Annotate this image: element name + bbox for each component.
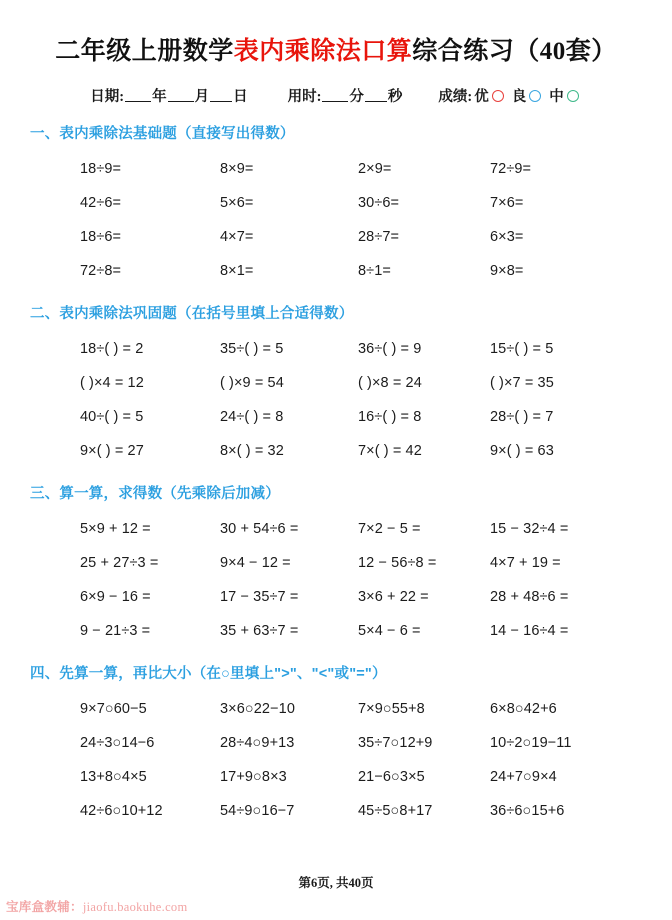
exercise-cell[interactable]: 24÷3○14−6 (80, 735, 155, 752)
exercise-cell[interactable]: 5×9 + 12 = (80, 521, 151, 538)
exercise-row (80, 692, 660, 726)
time-second-blank[interactable] (365, 89, 387, 102)
circle-icon-excellent[interactable] (492, 90, 504, 102)
exercise-cell[interactable]: 15÷( ) = 5 (490, 341, 554, 358)
watermark-label: 宝库盒教辅： (6, 900, 83, 914)
exercise-cell[interactable]: 5×4 − 6 = (358, 623, 421, 640)
time-label: 用时: (287, 89, 322, 106)
exercise-cell[interactable]: 28÷( ) = 7 (490, 409, 554, 426)
watermark (6, 897, 188, 915)
exercise-cell[interactable]: 6×9 − 16 = (80, 589, 151, 606)
exercise-row (80, 332, 660, 366)
exercise-cell[interactable]: 9×( ) = 27 (80, 443, 144, 460)
exercise-cell[interactable]: 17 − 35÷7 = (220, 589, 299, 606)
grade-options (472, 85, 582, 106)
exercise-cell[interactable]: 36÷6○15+6 (490, 803, 565, 820)
exercise-cell[interactable]: 54÷9○16−7 (220, 803, 295, 820)
section-4 (0, 662, 672, 828)
section-3 (0, 482, 672, 648)
exercise-cell[interactable]: 5×6= (220, 195, 254, 212)
exercise-row (80, 254, 660, 288)
exercise-cell[interactable]: ( )×9 = 54 (220, 375, 284, 392)
exercise-row (80, 512, 660, 546)
title-segment-suffix: 综合练习（40套） (412, 38, 617, 65)
exercise-cell[interactable]: 42÷6= (80, 195, 122, 212)
time-minute-unit: 分 (349, 89, 364, 106)
grade-option-excellent[interactable] (474, 85, 507, 106)
exercise-row (80, 760, 660, 794)
title-segment-highlight: 表内乘除法口算 (233, 38, 413, 65)
exercise-cell[interactable]: 8×1= (220, 263, 254, 280)
section-1-grid (0, 152, 672, 288)
exercise-row (80, 726, 660, 760)
exercise-cell[interactable]: 3×6○22−10 (220, 701, 295, 718)
circle-icon-average[interactable] (567, 90, 579, 102)
section-4-grid (0, 692, 672, 828)
watermark-url: jiaofu.baokuhe.com (82, 900, 188, 914)
exercise-row (80, 186, 660, 220)
exercise-cell[interactable]: 13+8○4×5 (80, 769, 147, 786)
exercise-cell[interactable]: 6×3= (490, 229, 524, 246)
info-line (0, 85, 672, 106)
exercise-cell[interactable]: 24÷( ) = 8 (220, 409, 284, 426)
date-month-unit: 月 (194, 89, 210, 106)
page-footer: 第6页, 共40页 (298, 876, 374, 890)
grade-option-average[interactable] (549, 85, 582, 106)
exercise-cell[interactable]: 42÷6○10+12 (80, 803, 163, 820)
date-month-blank[interactable] (168, 89, 194, 102)
section-2-heading: 二、表内乘除法巩固题（在括号里填上合适得数） (30, 306, 354, 323)
exercise-cell[interactable]: 16÷( ) = 8 (358, 409, 422, 426)
exercise-cell[interactable]: 24+7○9×4 (490, 769, 557, 786)
date-year-unit: 年 (152, 89, 167, 106)
exercise-cell[interactable]: 6×8○42+6 (490, 701, 557, 718)
section-2-grid (0, 332, 672, 468)
exercise-row (80, 220, 660, 254)
date-day-unit: 日 (233, 89, 248, 106)
exercise-cell[interactable]: 35÷( ) = 5 (220, 341, 284, 358)
exercise-cell[interactable]: 9×8= (490, 263, 524, 280)
exercise-cell[interactable]: 4×7 + 19 = (490, 555, 561, 572)
exercise-row (80, 434, 660, 468)
date-group (90, 85, 247, 106)
exercise-cell[interactable]: 18÷9= (80, 161, 122, 178)
exercise-row (80, 152, 660, 186)
exercise-cell[interactable]: 72÷8= (80, 263, 122, 280)
exercise-cell[interactable]: 10÷2○19−11 (490, 735, 572, 752)
exercise-cell[interactable]: 40÷( ) = 5 (80, 409, 144, 426)
section-1 (0, 122, 672, 288)
exercise-cell[interactable]: 9×7○60−5 (80, 701, 147, 718)
exercise-cell[interactable]: ( )×8 = 24 (358, 375, 422, 392)
section-2 (0, 302, 672, 468)
exercise-cell[interactable]: 9×( ) = 63 (490, 443, 554, 460)
exercise-cell[interactable]: 4×7= (220, 229, 254, 246)
page-title (0, 36, 672, 67)
exercise-cell[interactable]: 72÷9= (490, 161, 532, 178)
time-second-unit: 秒 (387, 89, 403, 106)
section-3-heading: 三、算一算，求得数（先乘除后加减） (30, 486, 280, 503)
exercise-cell[interactable]: 7×2 − 5 = (358, 521, 421, 538)
exercise-row (80, 366, 660, 400)
date-label: 日期: (90, 89, 125, 106)
exercise-cell[interactable]: 45÷5○8+17 (358, 803, 433, 820)
exercise-cell[interactable]: 7×6= (490, 195, 524, 212)
exercise-cell[interactable]: 30 + 54÷6 = (220, 521, 299, 538)
exercise-cell[interactable]: 17+9○8×3 (220, 769, 287, 786)
grade-option-average-label: 中 (549, 89, 564, 106)
exercise-cell[interactable]: 35 + 63÷7 = (220, 623, 299, 640)
exercise-row (80, 580, 660, 614)
exercise-cell[interactable]: 28÷7= (358, 229, 400, 246)
section-3-grid (0, 512, 672, 648)
exercise-row (80, 794, 660, 828)
title-block (0, 0, 672, 67)
exercise-cell[interactable]: 25 + 27÷3 = (80, 555, 159, 572)
title-segment-prefix: 二年级上册数学 (55, 38, 234, 65)
time-group (288, 85, 403, 106)
exercise-cell[interactable]: 7×9○55+8 (358, 701, 425, 718)
exercise-cell[interactable]: 36÷( ) = 9 (358, 341, 422, 358)
exercise-row (80, 546, 660, 580)
exercise-cell[interactable]: 30÷6= (358, 195, 400, 212)
exercise-cell[interactable]: 9×4 − 12 = (220, 555, 291, 572)
circle-icon-good[interactable] (529, 90, 541, 102)
grade-label: 成绩: (438, 89, 473, 106)
exercise-row (80, 614, 660, 648)
exercise-cell[interactable]: ( )×4 = 12 (80, 375, 144, 392)
exercise-cell[interactable]: 18÷( ) = 2 (80, 341, 144, 358)
exercise-cell[interactable]: 7×( ) = 42 (358, 443, 422, 460)
grade-option-good-label: 良 (511, 89, 527, 106)
exercise-cell[interactable]: 12 − 56÷8 = (358, 555, 437, 572)
date-day-blank[interactable] (210, 89, 232, 102)
exercise-row (80, 400, 660, 434)
exercise-cell[interactable]: 28 + 48÷6 = (490, 589, 569, 606)
exercise-cell[interactable]: 2×9= (358, 161, 392, 178)
grade-option-excellent-label: 优 (474, 89, 489, 106)
time-minute-blank[interactable] (322, 89, 348, 102)
exercise-cell[interactable]: 21−6○3×5 (358, 769, 425, 786)
exercise-cell[interactable]: 18÷6= (80, 229, 122, 246)
exercise-cell[interactable]: 14 − 16÷4 = (490, 623, 569, 640)
section-4-heading: 四、先算一算，再比大小（在○里填上">"、"<"或"="） (30, 666, 387, 683)
section-1-heading: 一、表内乘除法基础题（直接写出得数） (30, 126, 295, 143)
exercise-cell[interactable]: 8÷1= (358, 263, 391, 280)
date-year-blank[interactable] (125, 89, 151, 102)
exercise-cell[interactable]: 8×9= (220, 161, 254, 178)
grade-group (438, 85, 581, 106)
exercise-cell[interactable]: 28÷4○9+13 (220, 735, 295, 752)
exercise-cell[interactable]: 3×6 + 22 = (358, 589, 429, 606)
exercise-cell[interactable]: 35÷7○12+9 (358, 735, 433, 752)
exercise-cell[interactable]: 9 − 21÷3 = (80, 623, 151, 640)
exercise-cell[interactable]: ( )×7 = 35 (490, 375, 554, 392)
exercise-cell[interactable]: 15 − 32÷4 = (490, 521, 569, 538)
grade-option-good[interactable] (512, 85, 545, 106)
exercise-cell[interactable]: 8×( ) = 32 (220, 443, 284, 460)
